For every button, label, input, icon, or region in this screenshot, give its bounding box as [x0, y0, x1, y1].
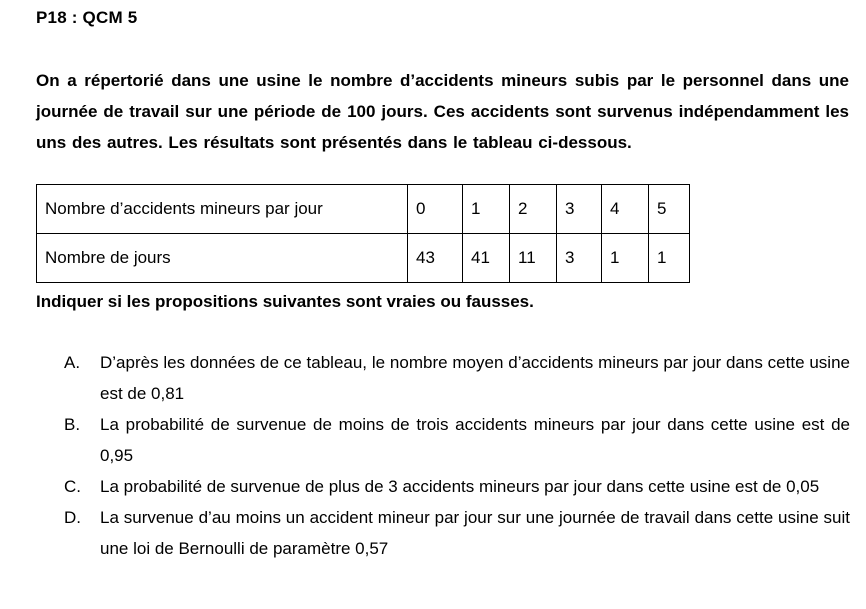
table-cell: 41 — [463, 234, 510, 283]
table-cell: 1 — [463, 185, 510, 234]
option-letter: C. — [64, 477, 81, 496]
table-cell: 5 — [649, 185, 690, 234]
option-c — [64, 471, 850, 502]
table-cell: 43 — [408, 234, 463, 283]
table-cell: 3 — [557, 234, 602, 283]
option-a — [64, 347, 850, 409]
option-text: La probabilité de survenue de moins de trois accidents mineurs par jour dans cette usine est de 0,95 — [100, 415, 850, 465]
table-cell: 1 — [602, 234, 649, 283]
instruction-text: Indiquer si les propositions suivantes sont vraies ou fausses. — [36, 292, 534, 311]
option-b — [64, 409, 850, 471]
answer-options-list — [64, 347, 850, 564]
question-title: P18 : QCM 5 — [36, 8, 138, 27]
table-cell: 2 — [510, 185, 557, 234]
option-letter: D. — [64, 508, 81, 527]
table-cell: 3 — [557, 185, 602, 234]
option-text: La probabilité de survenue de plus de 3 accidents mineurs par jour dans cette usine est de 0,05 — [100, 477, 820, 496]
table-row-header: Nombre de jours — [37, 234, 408, 283]
option-letter: A. — [64, 353, 81, 372]
accidents-table — [36, 184, 690, 283]
table-row-header: Nombre d’accidents mineurs par jour — [37, 185, 408, 234]
question-statement: On a répertorié dans une usine le nombre d’accidents mineurs subis par le personnel dans une journée de travail sur une période de 100 jours. Ces accidents sont survenus indépendamment les uns des autres. Les résultats sont présentés dans le tableau ci-dessous. — [36, 71, 849, 152]
table-row — [37, 234, 690, 283]
table-row — [37, 185, 690, 234]
option-text: La survenue d’au moins un accident mineur par jour sur une journée de travail dans cette usine suit une loi de Bernoulli de paramètre 0,57 — [100, 508, 850, 558]
table-cell: 0 — [408, 185, 463, 234]
table-cell: 4 — [602, 185, 649, 234]
option-text: D’après les données de ce tableau, le nombre moyen d’accidents mineurs par jour dans cette usine est de 0,81 — [100, 353, 850, 403]
option-letter: B. — [64, 415, 81, 434]
table-cell: 1 — [649, 234, 690, 283]
table-cell: 11 — [510, 234, 557, 283]
option-d — [64, 502, 850, 564]
